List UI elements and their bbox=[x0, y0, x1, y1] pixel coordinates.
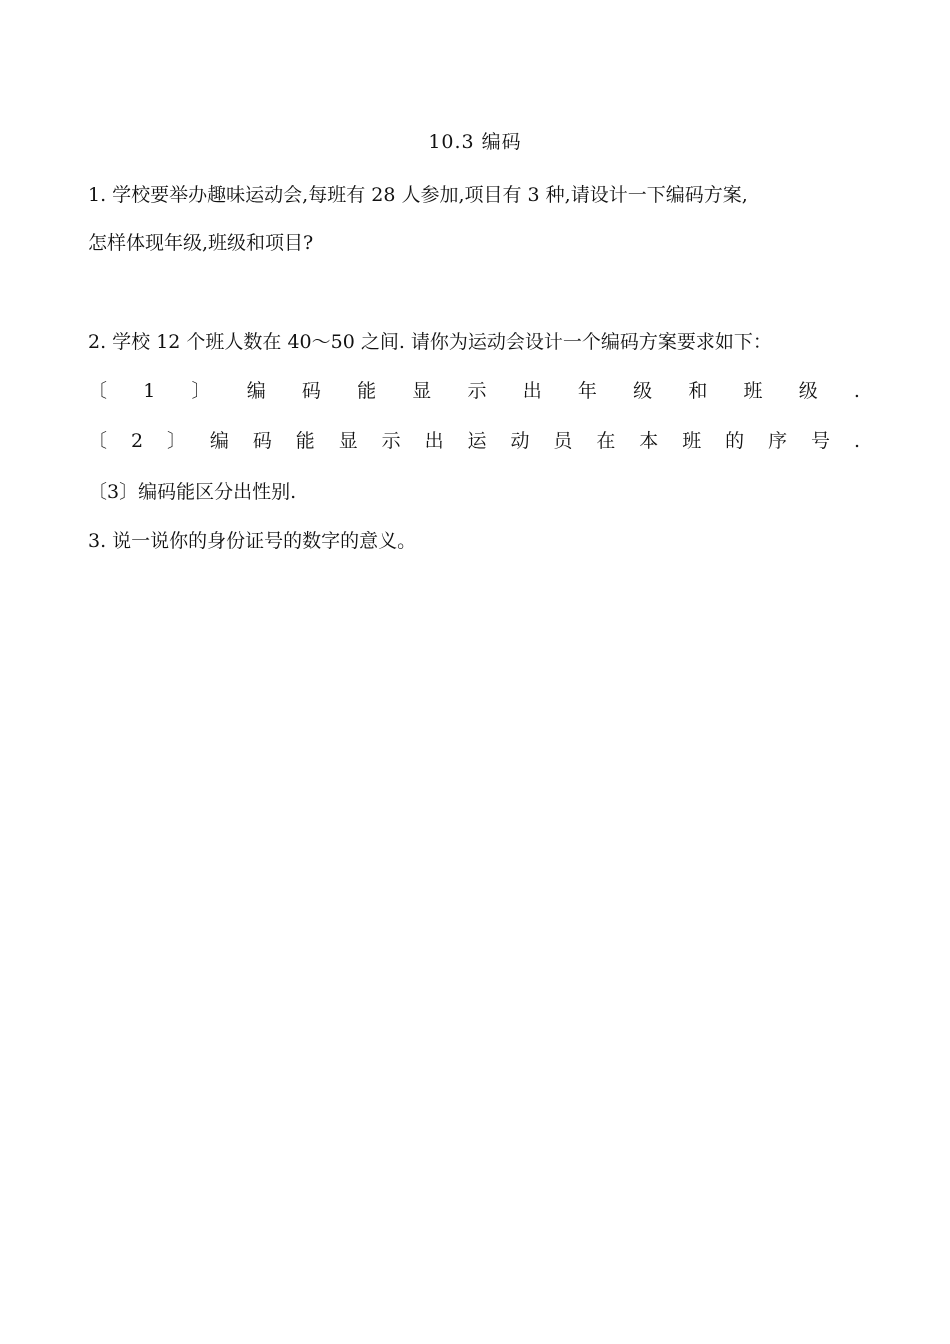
requirement-char: 编 bbox=[246, 380, 266, 402]
page-title: 10.3 编码 bbox=[428, 131, 522, 153]
requirement-char: 〔 bbox=[88, 380, 108, 402]
requirement-char: 〕 bbox=[191, 380, 211, 402]
requirement-char: 2 bbox=[130, 430, 144, 452]
requirement-char: . bbox=[853, 430, 860, 452]
requirement-char: 和 bbox=[688, 380, 708, 402]
requirement-char: 〔 bbox=[88, 430, 108, 452]
question-2-requirement-1 bbox=[88, 377, 860, 405]
requirement-char: 码 bbox=[301, 380, 321, 402]
requirement-char: 显 bbox=[338, 430, 358, 452]
requirement-char: 码 bbox=[252, 430, 272, 452]
requirement-char: 级 bbox=[633, 380, 653, 402]
requirement-char: 〕 bbox=[166, 430, 186, 452]
requirement-char: 动 bbox=[510, 430, 530, 452]
question-2-intro: 2. 学校 12 个班人数在 40～50 之间. 请你为运动会设计一个编码方案要求如下： bbox=[88, 331, 772, 353]
requirement-char: 班 bbox=[682, 430, 702, 452]
question-1-line-1: 1. 学校要举办趣味运动会,每班有 28 人参加,项目有 3 种,请设计一下编码方案, bbox=[88, 184, 748, 206]
requirement-char: 号 bbox=[811, 430, 831, 452]
question-2-requirement-3: 〔3〕编码能区分出性别. bbox=[88, 481, 297, 503]
requirement-char: . bbox=[853, 380, 860, 402]
requirement-char: 年 bbox=[577, 380, 597, 402]
requirement-char: 示 bbox=[467, 380, 487, 402]
requirement-char: 出 bbox=[424, 430, 444, 452]
requirement-char: 示 bbox=[381, 430, 401, 452]
requirement-char: 班 bbox=[743, 380, 763, 402]
requirement-char: 员 bbox=[553, 430, 573, 452]
requirement-char: 1 bbox=[143, 380, 156, 402]
requirement-char: 能 bbox=[295, 430, 315, 452]
requirement-char: 编 bbox=[209, 430, 229, 452]
requirement-char: 本 bbox=[639, 430, 659, 452]
requirement-char: 显 bbox=[412, 380, 432, 402]
requirement-char: 级 bbox=[798, 380, 818, 402]
question-3-text: 3. 说一说你的身份证号的数字的意义。 bbox=[88, 530, 417, 552]
requirement-char: 运 bbox=[467, 430, 487, 452]
question-1-line-2: 怎样体现年级,班级和项目? bbox=[88, 232, 314, 254]
requirement-char: 的 bbox=[725, 430, 745, 452]
requirement-char: 序 bbox=[768, 430, 788, 452]
question-2-requirement-2 bbox=[88, 427, 860, 455]
requirement-char: 能 bbox=[357, 380, 377, 402]
requirement-char: 出 bbox=[522, 380, 542, 402]
requirement-char: 在 bbox=[596, 430, 616, 452]
